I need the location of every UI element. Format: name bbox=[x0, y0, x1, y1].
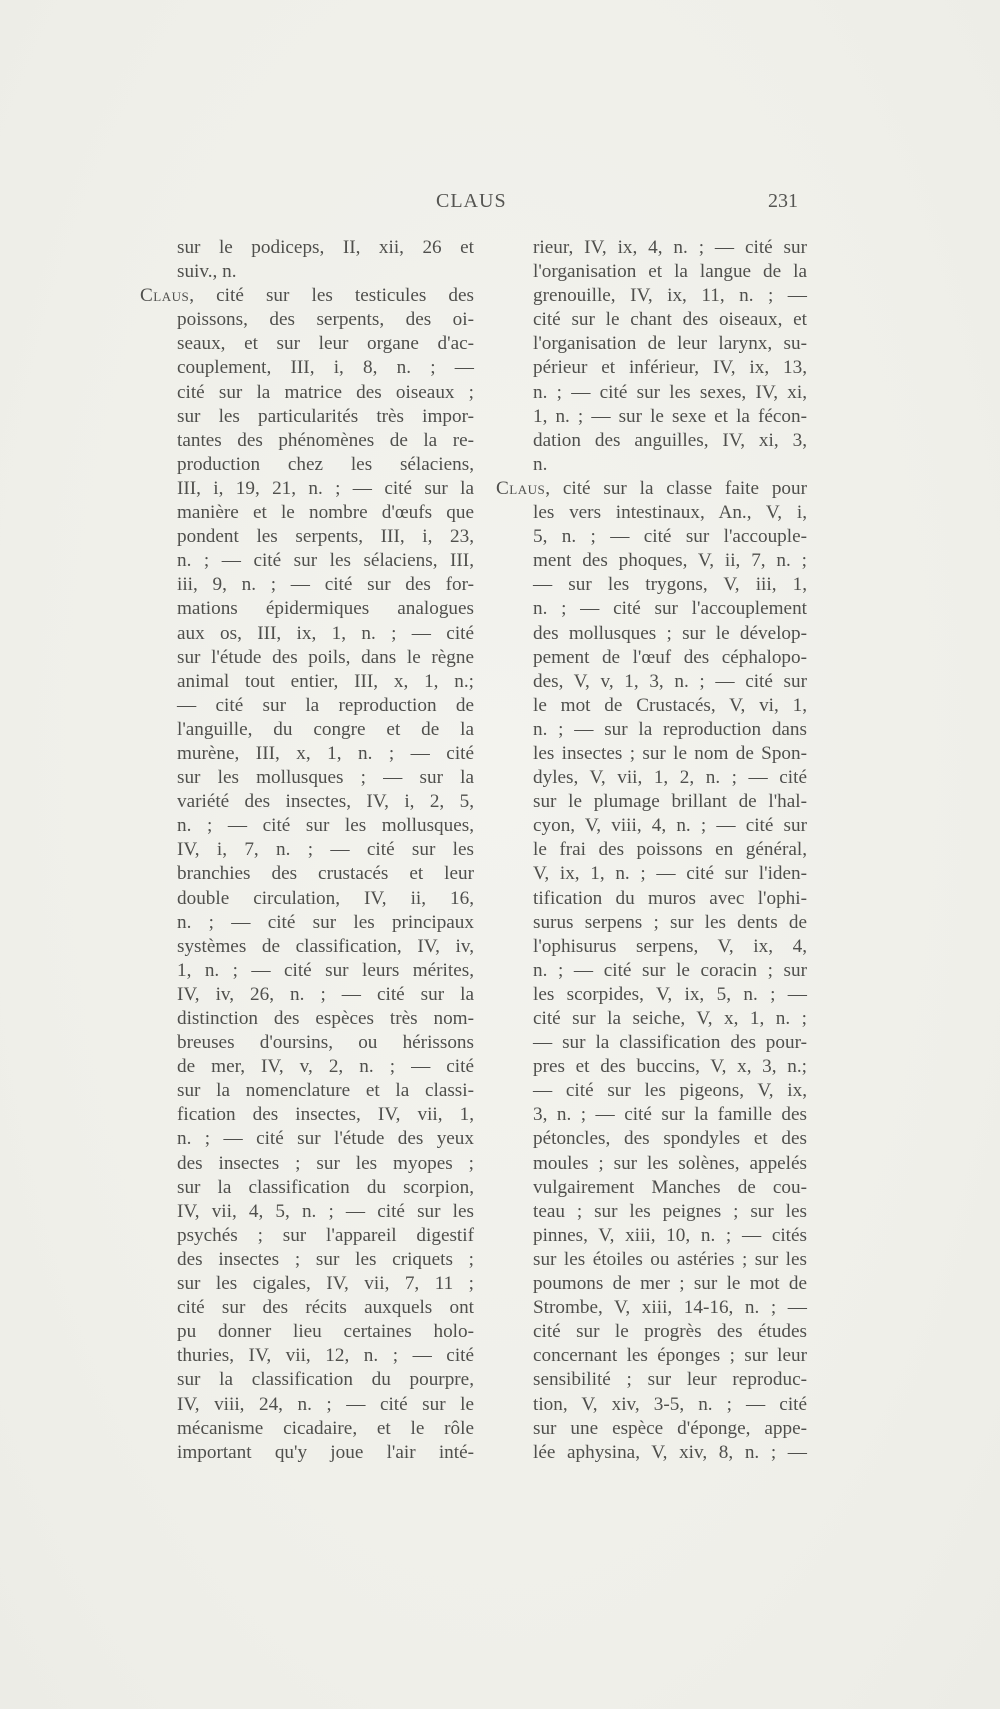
text-line: pinnes, V, xiii, 10, n. ; — cités bbox=[533, 1224, 807, 1246]
text-line: breuses d'oursins, ou hérissons bbox=[177, 1032, 474, 1054]
text-line: IV, iv, 26, n. ; — cité sur la bbox=[177, 983, 474, 1005]
text-line: production chez les sélaciens, bbox=[177, 453, 474, 475]
text-line: double circulation, IV, ii, 16, bbox=[177, 887, 474, 909]
text-line: n. ; — cité sur les sexes, IV, xi, bbox=[533, 381, 807, 403]
text-line: mations épidermiques analogues bbox=[177, 598, 474, 620]
text-line: III, i, 19, 21, n. ; — cité sur la bbox=[177, 477, 474, 499]
text-line: n. bbox=[533, 453, 548, 475]
text-line: — cité sur la reproduction de bbox=[177, 694, 474, 716]
text-line: tantes des phénomènes de la re- bbox=[177, 429, 474, 451]
text-line: branchies des crustacés et leur bbox=[177, 863, 474, 885]
text-line: cité sur le chant des oiseaux, et bbox=[533, 309, 807, 331]
text-line: poissons, des serpents, des oi- bbox=[177, 309, 474, 331]
text-line: rieur, IV, ix, 4, n. ; — cité sur bbox=[533, 237, 807, 258]
text-line: l'organisation de leur larynx, su- bbox=[533, 333, 807, 355]
text-line: couplement, III, i, 8, n. ; — bbox=[177, 357, 474, 379]
text-line: 1, n. ; — sur le sexe et la fécon- bbox=[533, 405, 807, 427]
text-line: n. ; — cité sur l'accouplement bbox=[533, 598, 807, 620]
text-line: pres et des buccins, V, x, 3, n.; bbox=[533, 1056, 807, 1078]
text-line: variété des insectes, IV, i, 2, 5, bbox=[177, 791, 474, 813]
text-line: ment des phoques, V, ii, 7, n. ; bbox=[533, 550, 807, 572]
text-line: vulgairement Manches de cou- bbox=[533, 1176, 807, 1198]
text-line: cité sur des récits auxquels ont bbox=[177, 1297, 474, 1319]
text-line: IV, vii, 4, 5, n. ; — cité sur les bbox=[177, 1200, 474, 1222]
text-line: périeur et inférieur, IV, ix, 13, bbox=[533, 357, 807, 379]
text-line: grenouille, IV, ix, 11, n. ; — bbox=[533, 285, 807, 307]
text-line: l'anguille, du congre et de la bbox=[177, 718, 474, 740]
text-line: sur l'étude des poils, dans le règne bbox=[177, 646, 474, 668]
text-line: mécanisme cicadaire, et le rôle bbox=[177, 1417, 474, 1439]
text-line: IV, i, 7, n. ; — cité sur les bbox=[177, 839, 474, 861]
right-text-column bbox=[496, 236, 807, 1465]
text-line: pétoncles, des spondyles et des bbox=[533, 1128, 807, 1150]
text-line: teau ; sur les peignes ; sur les bbox=[533, 1200, 807, 1222]
text-line: n. ; — cité sur les principaux bbox=[177, 911, 474, 933]
text-line: Strombe, V, xiii, 14-16, n. ; — bbox=[533, 1297, 807, 1319]
text-line: n. ; — cité sur les sélaciens, III, bbox=[177, 550, 474, 572]
text-line: psychés ; sur l'appareil digestif bbox=[177, 1224, 474, 1246]
text-line: de mer, IV, v, 2, n. ; — cité bbox=[177, 1056, 474, 1078]
text-line: cité sur le progrès des études bbox=[533, 1321, 807, 1343]
text-line: poumons de mer ; sur le mot de bbox=[533, 1273, 807, 1295]
text-line: n. ; — cité sur l'étude des yeux bbox=[177, 1128, 474, 1150]
text-line: — sur les trygons, V, iii, 1, bbox=[533, 574, 807, 596]
text-line: pu donner lieu certaines holo- bbox=[177, 1321, 474, 1343]
running-title: CLAUS bbox=[436, 190, 507, 212]
text-line: n. ; — cité sur le coracin ; sur bbox=[533, 959, 807, 981]
text-line: distinction des espèces très nom- bbox=[177, 1008, 474, 1029]
text-line: n. ; — cité sur les mollusques, bbox=[177, 815, 474, 837]
text-line: des mollusques ; sur le dévelop- bbox=[533, 622, 807, 644]
text-line: sur les mollusques ; — sur la bbox=[177, 767, 474, 789]
text-line: 3, n. ; — cité sur la famille des bbox=[533, 1104, 807, 1126]
text-line: dyles, V, vii, 1, 2, n. ; — cité bbox=[533, 767, 807, 789]
text-line: sur les étoiles ou astéries ; sur les bbox=[533, 1248, 807, 1270]
text-line: murène, III, x, 1, n. ; — cité bbox=[177, 742, 474, 764]
text-line: sur le podiceps, II, xii, 26 et bbox=[177, 237, 474, 258]
text-line: sensibilité ; sur leur reproduc- bbox=[533, 1369, 807, 1391]
text-line: sur le plumage brillant de l'hal- bbox=[533, 791, 807, 813]
text-line: seaux, et sur leur organe d'ac- bbox=[177, 333, 474, 355]
text-line: sur une espèce d'éponge, appe- bbox=[533, 1417, 807, 1439]
text-line: pondent les serpents, III, i, 23, bbox=[177, 526, 474, 548]
text-line: les scorpides, V, ix, 5, n. ; — bbox=[533, 983, 807, 1005]
text-line: Claus, cité sur la classe faite pour bbox=[496, 477, 807, 499]
entry-headword: Claus bbox=[496, 477, 546, 499]
text-line: le frai des poissons en général, bbox=[533, 839, 807, 861]
text-line: sur la classification du scorpion, bbox=[177, 1176, 474, 1198]
text-line: cyon, V, viii, 4, n. ; — cité sur bbox=[533, 815, 807, 837]
text-line: surus serpens ; sur les dents de bbox=[533, 911, 807, 933]
text-line: n. ; — sur la reproduction dans bbox=[533, 718, 807, 740]
text-line: manière et le nombre d'œufs que bbox=[177, 502, 474, 524]
text-line: tification du muros avec l'ophi- bbox=[533, 887, 807, 909]
text-line: 5, n. ; — cité sur l'accouple- bbox=[533, 526, 807, 548]
page-number: 231 bbox=[768, 190, 798, 212]
text-line: cité sur la seiche, V, x, 1, n. ; bbox=[533, 1008, 807, 1029]
text-line: tion, V, xiv, 3-5, n. ; — cité bbox=[533, 1393, 807, 1415]
text-line: les vers intestinaux, An., V, i, bbox=[533, 502, 807, 524]
text-line: pement de l'œuf des céphalopo- bbox=[533, 646, 807, 668]
text-line: 1, n. ; — cité sur leurs mérites, bbox=[177, 959, 474, 981]
text-line: animal tout entier, III, x, 1, n.; bbox=[177, 670, 474, 692]
text-line: lée aphysina, V, xiv, 8, n. ; — bbox=[533, 1441, 807, 1463]
left-text-column bbox=[140, 236, 474, 1465]
text-line: moules ; sur les solènes, appelés bbox=[533, 1152, 807, 1174]
text-line: dation des anguilles, IV, xi, 3, bbox=[533, 429, 807, 451]
text-line: Claus, cité sur les testicules des bbox=[140, 285, 474, 307]
text-line: thuries, IV, vii, 12, n. ; — cité bbox=[177, 1345, 474, 1367]
text-line: — sur la classification des pour- bbox=[533, 1032, 807, 1054]
text-line: sur la classification du pourpre, bbox=[177, 1369, 474, 1391]
text-line: l'ophisurus serpens, V, ix, 4, bbox=[533, 935, 807, 957]
text-line: le mot de Crustacés, V, vi, 1, bbox=[533, 694, 807, 716]
entry-headword: Claus bbox=[140, 285, 190, 307]
text-line: des insectes ; sur les criquets ; bbox=[177, 1248, 474, 1270]
text-line: les insectes ; sur le nom de Spon- bbox=[533, 742, 807, 764]
text-line: iii, 9, n. ; — cité sur des for- bbox=[177, 574, 474, 596]
running-header bbox=[0, 190, 1000, 216]
text-line: fication des insectes, IV, vii, 1, bbox=[177, 1104, 474, 1126]
text-line: aux os, III, ix, 1, n. ; — cité bbox=[177, 622, 474, 644]
text-line: cité sur la matrice des oiseaux ; bbox=[177, 381, 474, 403]
text-line: IV, viii, 24, n. ; — cité sur le bbox=[177, 1393, 474, 1415]
text-line: des, V, v, 1, 3, n. ; — cité sur bbox=[533, 670, 807, 692]
text-line: systèmes de classification, IV, iv, bbox=[177, 935, 474, 957]
text-line: l'organisation et la langue de la bbox=[533, 261, 807, 283]
text-line: suiv., n. bbox=[177, 261, 237, 283]
text-line: sur la nomenclature et la classi- bbox=[177, 1080, 474, 1102]
text-line: — cité sur les pigeons, V, ix, bbox=[533, 1080, 807, 1102]
text-line: concernant les éponges ; sur leur bbox=[533, 1345, 807, 1367]
text-line: sur les cigales, IV, vii, 7, 11 ; bbox=[177, 1273, 474, 1295]
text-line: V, ix, 1, n. ; — cité sur l'iden- bbox=[533, 863, 807, 885]
text-line: sur les particularités très impor- bbox=[177, 405, 474, 427]
text-line: important qu'y joue l'air inté- bbox=[177, 1441, 474, 1463]
text-line: des insectes ; sur les myopes ; bbox=[177, 1152, 474, 1174]
